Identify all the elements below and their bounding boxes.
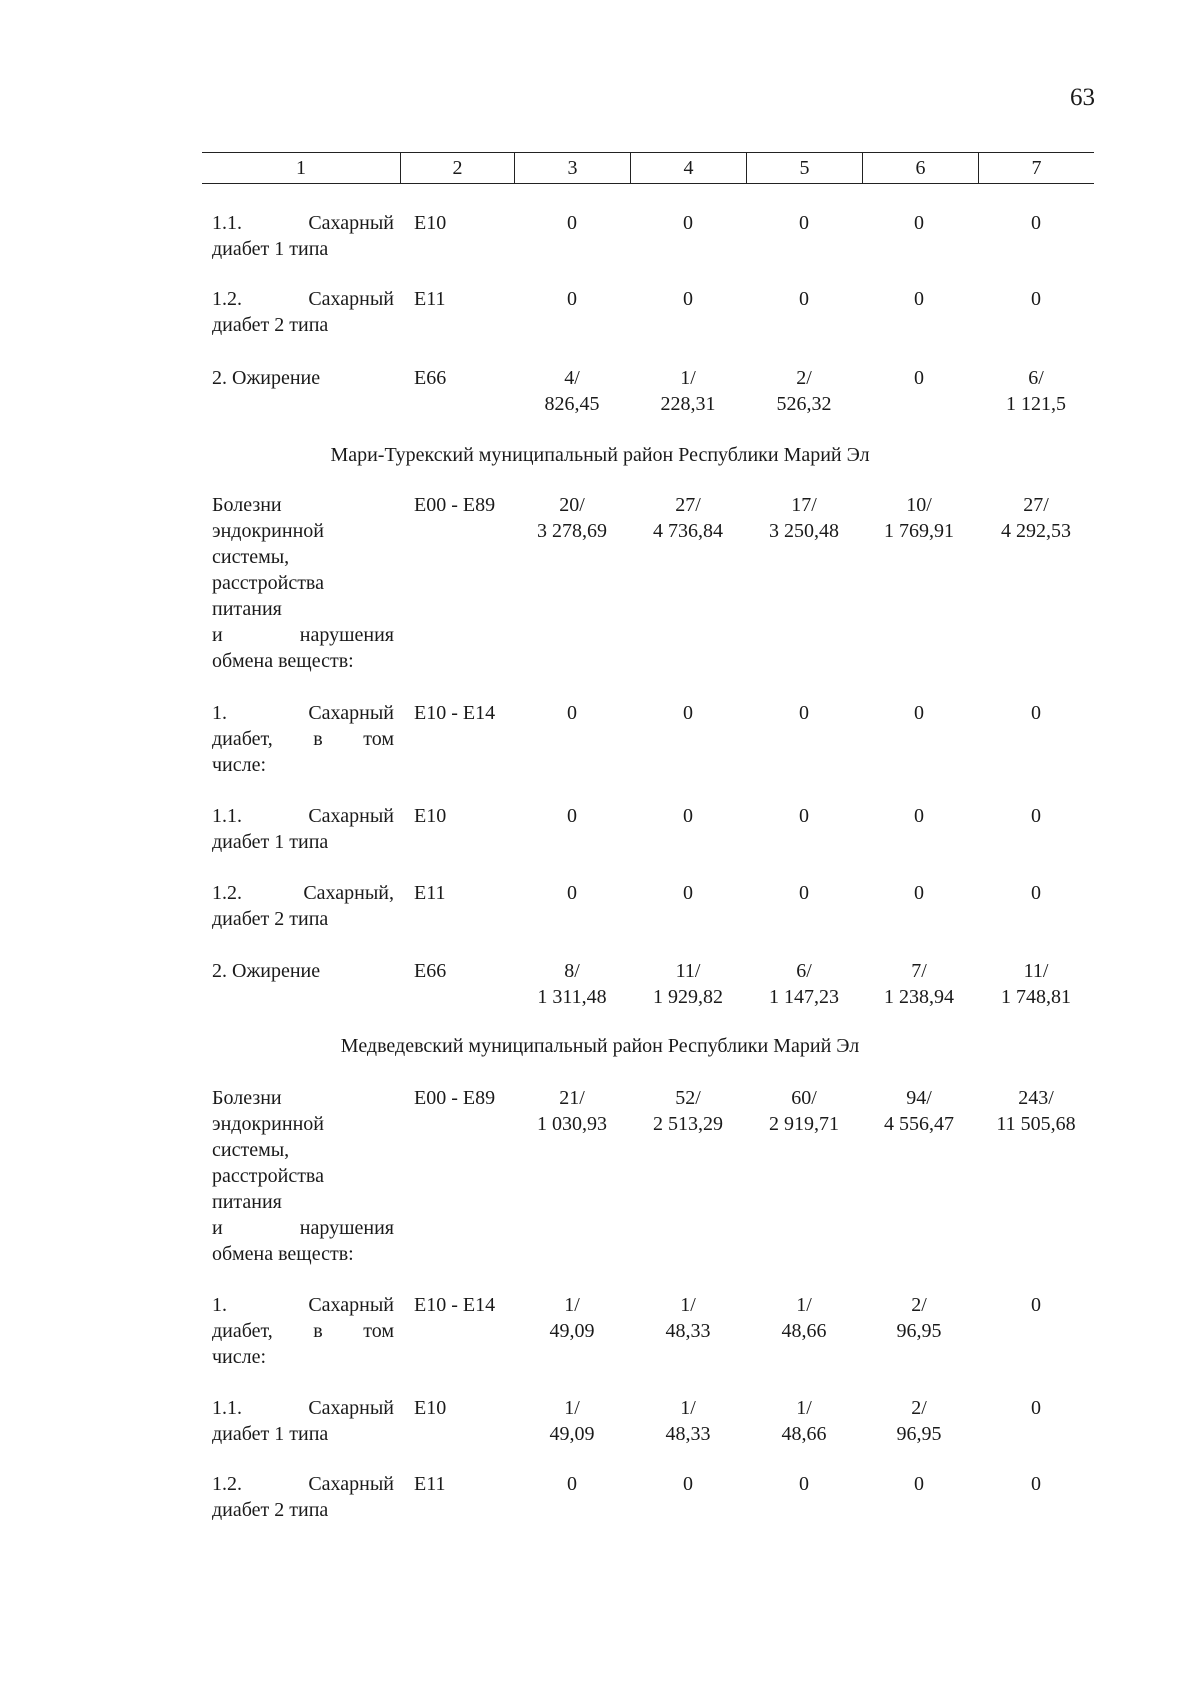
value-cell-col-5 xyxy=(749,365,859,417)
value-cell-col-7 xyxy=(981,1471,1091,1497)
icd-code: E10 - E14 xyxy=(414,1294,496,1316)
row-name-line: диабет 1 типа xyxy=(212,1423,329,1445)
icd-code: E10 xyxy=(414,1397,447,1419)
row-name xyxy=(212,1395,394,1447)
rate-value: 1 147,23 xyxy=(769,986,839,1008)
value-cell-col-3 xyxy=(517,803,627,829)
rate-value: 1 121,5 xyxy=(1006,393,1066,415)
value-cell-col-4 xyxy=(633,803,743,829)
value-cell-col-3 xyxy=(517,700,627,726)
rate-value: 3 250,48 xyxy=(769,520,839,542)
row-name-line: диабет, в том xyxy=(212,1320,394,1342)
row-name xyxy=(212,210,394,262)
row-name xyxy=(212,1292,394,1370)
rate-value: 1 929,82 xyxy=(653,986,723,1008)
case-count: 0 xyxy=(914,882,924,904)
value-cell-col-3 xyxy=(517,492,627,544)
row-name-line: и нарушения xyxy=(212,624,394,646)
value-cell-col-3 xyxy=(517,1395,627,1447)
rate-value: 1 769,91 xyxy=(884,520,954,542)
row-name-line: диабет 1 типа xyxy=(212,238,329,260)
value-cell-col-7 xyxy=(981,1292,1091,1318)
value-cell-col-4 xyxy=(633,210,743,236)
case-count: 8/ xyxy=(564,960,580,982)
value-cell-col-5 xyxy=(749,880,859,906)
row-name-line: числе: xyxy=(212,754,267,776)
row-name-line: эндокринной xyxy=(212,1113,324,1135)
value-cell-col-7 xyxy=(981,700,1091,726)
row-name xyxy=(212,803,394,855)
case-count: 0 xyxy=(683,805,693,827)
rate-value: 11 505,68 xyxy=(996,1113,1076,1135)
row-name-line: 1. Сахарный xyxy=(212,1294,394,1316)
header-col-2: 2 xyxy=(400,153,514,183)
value-cell-col-3 xyxy=(517,880,627,906)
rate-value: 1 311,48 xyxy=(537,986,607,1008)
case-count: 20/ xyxy=(559,494,585,516)
value-cell-col-4 xyxy=(633,1292,743,1344)
value-cell-col-7 xyxy=(981,286,1091,312)
icd-code: E00 - E89 xyxy=(414,1087,496,1109)
value-cell-col-4 xyxy=(633,700,743,726)
value-cell-col-5 xyxy=(749,803,859,829)
case-count: 0 xyxy=(683,882,693,904)
row-name-line: диабет 2 типа xyxy=(212,1499,329,1521)
case-count: 0 xyxy=(1031,702,1041,724)
value-cell-col-5 xyxy=(749,1085,859,1137)
value-cell-col-3 xyxy=(517,210,627,236)
case-count: 27/ xyxy=(1023,494,1049,516)
row-name xyxy=(212,365,394,391)
case-count: 27/ xyxy=(675,494,701,516)
value-cell-col-7 xyxy=(981,803,1091,829)
rate-value: 49,09 xyxy=(549,1423,595,1445)
row-name-line: 1.2. Сахарный xyxy=(212,1473,394,1495)
icd-code: E11 xyxy=(414,1473,446,1495)
row-name-line: обмена веществ: xyxy=(212,1243,354,1265)
rate-value: 2 513,29 xyxy=(653,1113,723,1135)
value-cell-col-6 xyxy=(864,958,974,1010)
value-cell-col-3 xyxy=(517,1085,627,1137)
case-count: 0 xyxy=(799,805,809,827)
row-name-line: 1.2. Сахарный xyxy=(212,288,394,310)
rate-value: 49,09 xyxy=(549,1320,595,1342)
case-count: 0 xyxy=(567,805,577,827)
value-cell-col-6 xyxy=(864,210,974,236)
section-title: Медведевский муниципальный район Республики Марий Эл xyxy=(340,1035,860,1057)
icd-code: E66 xyxy=(414,367,447,389)
case-count: 0 xyxy=(567,882,577,904)
case-count: 243/ xyxy=(1018,1087,1054,1109)
value-cell-col-4 xyxy=(633,286,743,312)
case-count: 0 xyxy=(914,367,924,389)
value-cell-col-3 xyxy=(517,286,627,312)
case-count: 0 xyxy=(683,212,693,234)
row-name-line: питания xyxy=(212,1191,282,1213)
rate-value: 1 238,94 xyxy=(884,986,954,1008)
row-name-line: системы, xyxy=(212,1139,290,1161)
case-count: 0 xyxy=(914,288,924,310)
row-name-line: 2. Ожирение xyxy=(212,367,321,389)
value-cell-col-6 xyxy=(864,286,974,312)
value-cell-col-6 xyxy=(864,365,974,391)
value-cell-col-6 xyxy=(864,1395,974,1447)
value-cell-col-4 xyxy=(633,958,743,1010)
header-col-3: 3 xyxy=(514,153,630,183)
value-cell-col-4 xyxy=(633,1085,743,1137)
value-cell-col-6 xyxy=(864,700,974,726)
value-cell-col-3 xyxy=(517,365,627,417)
value-cell-col-6 xyxy=(864,880,974,906)
case-count: 0 xyxy=(914,212,924,234)
rate-value: 4 736,84 xyxy=(653,520,723,542)
row-name-line: 1.2. Сахарный, xyxy=(212,882,394,904)
rate-value: 48,33 xyxy=(665,1320,711,1342)
row-name-line: 2. Ожирение xyxy=(212,960,321,982)
header-col-5: 5 xyxy=(746,153,862,183)
row-name-line: и нарушения xyxy=(212,1217,394,1239)
case-count: 0 xyxy=(1031,1397,1041,1419)
case-count: 1/ xyxy=(796,1397,812,1419)
case-count: 60/ xyxy=(791,1087,817,1109)
rate-value: 1 748,81 xyxy=(1001,986,1071,1008)
case-count: 0 xyxy=(799,288,809,310)
value-cell-col-5 xyxy=(749,958,859,1010)
row-name-line: расстройства xyxy=(212,1165,324,1187)
value-cell-col-4 xyxy=(633,880,743,906)
header-col-4: 4 xyxy=(630,153,746,183)
icd-code: E11 xyxy=(414,288,446,310)
rate-value: 96,95 xyxy=(896,1423,942,1445)
row-name xyxy=(212,1085,394,1267)
row-name xyxy=(212,492,394,674)
value-cell-col-5 xyxy=(749,1395,859,1447)
value-cell-col-3 xyxy=(517,1292,627,1344)
case-count: 0 xyxy=(799,882,809,904)
case-count: 0 xyxy=(1031,288,1041,310)
row-name xyxy=(212,700,394,778)
case-count: 0 xyxy=(1031,882,1041,904)
row-name-line: 1.1. Сахарный xyxy=(212,212,394,234)
row-name-line: питания xyxy=(212,598,282,620)
row-name xyxy=(212,880,394,932)
value-cell-col-7 xyxy=(981,1085,1091,1137)
case-count: 0 xyxy=(567,702,577,724)
icd-code: E11 xyxy=(414,882,446,904)
row-name-line: системы, xyxy=(212,546,290,568)
rate-value: 228,31 xyxy=(660,393,716,415)
case-count: 0 xyxy=(914,1473,924,1495)
row-name-line: диабет, в том xyxy=(212,728,394,750)
case-count: 94/ xyxy=(906,1087,932,1109)
case-count: 0 xyxy=(799,702,809,724)
case-count: 0 xyxy=(914,702,924,724)
case-count: 0 xyxy=(683,1473,693,1495)
value-cell-col-7 xyxy=(981,1395,1091,1421)
value-cell-col-7 xyxy=(981,492,1091,544)
value-cell-col-4 xyxy=(633,1395,743,1447)
row-name-line: Болезни xyxy=(212,494,282,516)
rate-value: 4 292,53 xyxy=(1001,520,1071,542)
case-count: 0 xyxy=(799,1473,809,1495)
row-name-line: 1.1. Сахарный xyxy=(212,805,394,827)
value-cell-col-5 xyxy=(749,1471,859,1497)
case-count: 21/ xyxy=(559,1087,585,1109)
rate-value: 1 030,93 xyxy=(537,1113,607,1135)
case-count: 52/ xyxy=(675,1087,701,1109)
case-count: 1/ xyxy=(680,1294,696,1316)
value-cell-col-4 xyxy=(633,1471,743,1497)
case-count: 0 xyxy=(1031,1294,1041,1316)
case-count: 1/ xyxy=(564,1397,580,1419)
value-cell-col-7 xyxy=(981,880,1091,906)
section-title: Мари-Турекский муниципальный район Республики Марий Эл xyxy=(330,444,870,466)
value-cell-col-3 xyxy=(517,958,627,1010)
case-count: 0 xyxy=(567,288,577,310)
case-count: 6/ xyxy=(1028,367,1044,389)
header-col-1: 1 xyxy=(296,157,306,179)
value-cell-col-6 xyxy=(864,492,974,544)
row-name-line: расстройства xyxy=(212,572,324,594)
header-col-6: 6 xyxy=(862,153,978,183)
case-count: 0 xyxy=(683,288,693,310)
case-count: 1/ xyxy=(680,367,696,389)
value-cell-col-5 xyxy=(749,1292,859,1344)
row-name-line: диабет 2 типа xyxy=(212,908,329,930)
case-count: 7/ xyxy=(911,960,927,982)
case-count: 17/ xyxy=(791,494,817,516)
row-name-line: 1.1. Сахарный xyxy=(212,1397,394,1419)
value-cell-col-7 xyxy=(981,958,1091,1010)
rate-value: 48,66 xyxy=(781,1320,827,1342)
row-name-line: числе: xyxy=(212,1346,267,1368)
rate-value: 48,66 xyxy=(781,1423,827,1445)
value-cell-col-6 xyxy=(864,1471,974,1497)
case-count: 6/ xyxy=(796,960,812,982)
rate-value: 3 278,69 xyxy=(537,520,607,542)
icd-code: E10 xyxy=(414,805,447,827)
case-count: 0 xyxy=(567,212,577,234)
row-name-line: Болезни xyxy=(212,1087,282,1109)
row-name xyxy=(212,286,394,338)
value-cell-col-4 xyxy=(633,365,743,417)
case-count: 0 xyxy=(1031,212,1041,234)
row-name xyxy=(212,1471,394,1523)
rate-value: 526,32 xyxy=(776,393,832,415)
case-count: 1/ xyxy=(680,1397,696,1419)
value-cell-col-7 xyxy=(981,210,1091,236)
row-name-line: диабет 1 типа xyxy=(212,831,329,853)
case-count: 0 xyxy=(799,212,809,234)
row-name-line: обмена веществ: xyxy=(212,650,354,672)
rate-value: 826,45 xyxy=(544,393,600,415)
value-cell-col-5 xyxy=(749,492,859,544)
row-name-line: эндокринной xyxy=(212,520,324,542)
value-cell-col-6 xyxy=(864,1085,974,1137)
value-cell-col-6 xyxy=(864,803,974,829)
header-col-7: 7 xyxy=(978,153,1094,183)
case-count: 11/ xyxy=(1023,960,1049,982)
icd-code: E66 xyxy=(414,960,447,982)
case-count: 0 xyxy=(1031,805,1041,827)
row-name-line: 1. Сахарный xyxy=(212,702,394,724)
rate-value: 2 919,71 xyxy=(769,1113,839,1135)
icd-code: E10 - E14 xyxy=(414,702,496,724)
case-count: 1/ xyxy=(796,1294,812,1316)
case-count: 4/ xyxy=(564,367,580,389)
value-cell-col-4 xyxy=(633,492,743,544)
case-count: 0 xyxy=(683,702,693,724)
case-count: 0 xyxy=(914,805,924,827)
case-count: 11/ xyxy=(675,960,701,982)
icd-code: E00 - E89 xyxy=(414,494,496,516)
page-number: 63 xyxy=(1070,84,1095,111)
rate-value: 96,95 xyxy=(896,1320,942,1342)
case-count: 2/ xyxy=(911,1397,927,1419)
case-count: 0 xyxy=(1031,1473,1041,1495)
value-cell-col-6 xyxy=(864,1292,974,1344)
value-cell-col-5 xyxy=(749,286,859,312)
case-count: 1/ xyxy=(564,1294,580,1316)
row-name xyxy=(212,958,394,984)
case-count: 2/ xyxy=(796,367,812,389)
rate-value: 48,33 xyxy=(665,1423,711,1445)
value-cell-col-7 xyxy=(981,365,1091,417)
rate-value: 4 556,47 xyxy=(884,1113,954,1135)
row-name-line: диабет 2 типа xyxy=(212,314,329,336)
case-count: 0 xyxy=(567,1473,577,1495)
case-count: 10/ xyxy=(906,494,932,516)
value-cell-col-5 xyxy=(749,210,859,236)
value-cell-col-5 xyxy=(749,700,859,726)
case-count: 2/ xyxy=(911,1294,927,1316)
value-cell-col-3 xyxy=(517,1471,627,1497)
icd-code: E10 xyxy=(414,212,447,234)
